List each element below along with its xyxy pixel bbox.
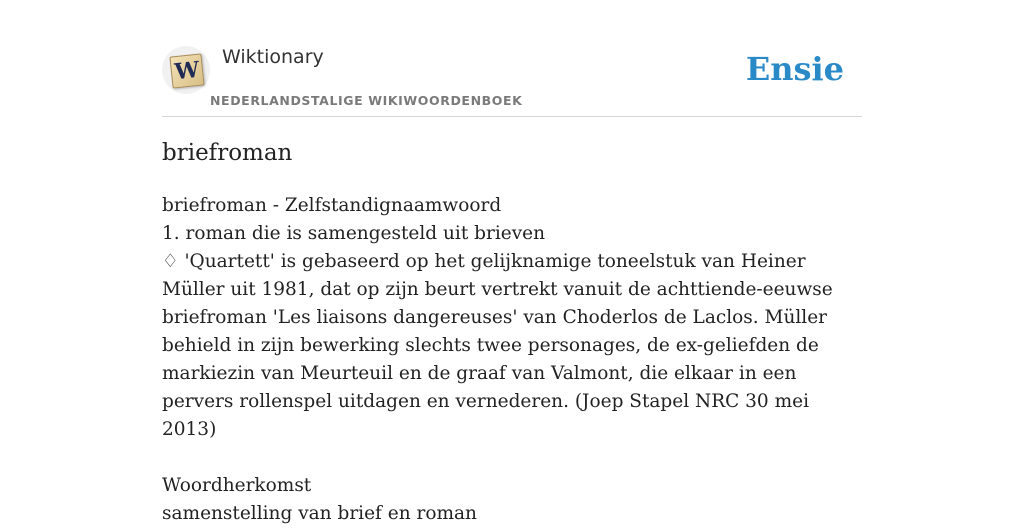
- entry-content: [162, 192, 862, 528]
- site-subtitle: NEDERLANDSTALIGE WIKIWOORDENBOEK: [210, 93, 523, 108]
- etymology-text: samenstelling van brief en roman: [162, 503, 477, 524]
- page-title: briefroman: [162, 140, 293, 166]
- example-quote: ♢ 'Quartett' is gebaseerd op het gelijknamige toneelstuk van Heiner Müller uit 1981, dat op zijn beurt vertrekt vanuit de achttiende-eeuwse briefroman 'Les liaisons dangereuses' van Choderlos de Laclos. Müller behield in zijn bewerking slechts twee personages, de ex-geliefden de markiezin van Meurteuil en de graaf van Valmont, die elkaar in een pervers rollenspel uitdagen en vernederen. (Joep Stapel NRC 30 mei 2013): [162, 251, 833, 440]
- headword-line: briefroman - Zelfstandignaamwoord: [162, 195, 502, 216]
- etymology-heading: Woordherkomst: [162, 475, 312, 496]
- site-header: [162, 0, 862, 117]
- section-spacer: [162, 444, 862, 472]
- ensie-brand-logo[interactable]: Ensie: [745, 50, 844, 88]
- definition: 1. roman die is samengesteld uit brieven: [162, 223, 546, 244]
- wiktionary-logo-icon: W: [169, 53, 204, 88]
- wiktionary-logo[interactable]: [162, 46, 210, 94]
- site-name[interactable]: Wiktionary: [222, 46, 324, 68]
